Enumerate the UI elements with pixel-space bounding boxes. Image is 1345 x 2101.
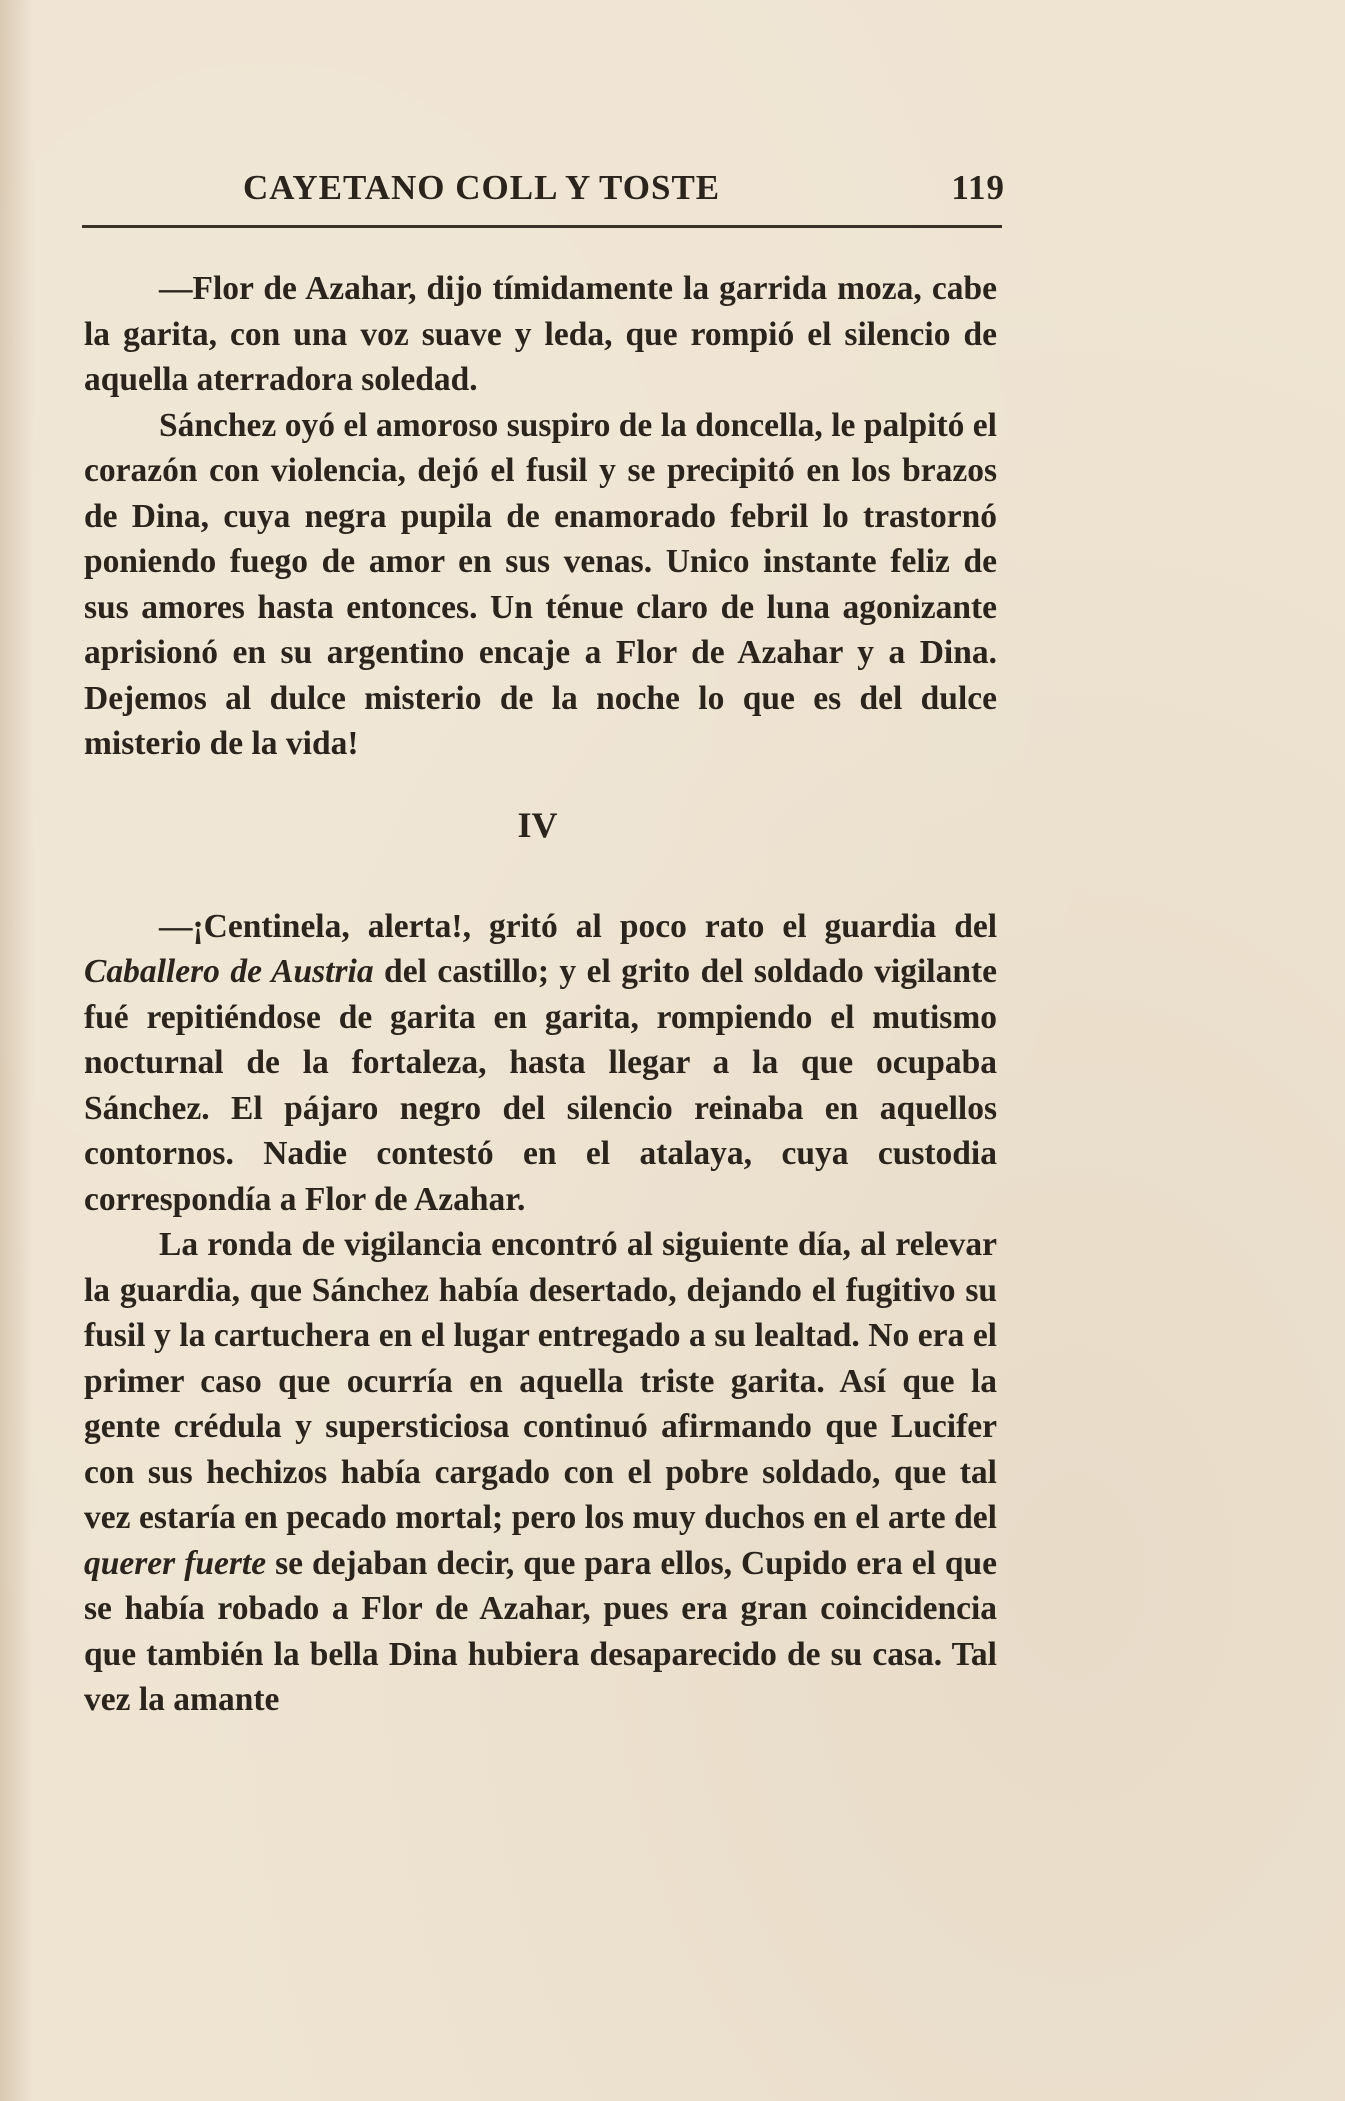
section-break: [84, 767, 997, 904]
paragraph-4: [84, 1222, 997, 1723]
page-number: 119: [951, 168, 1005, 207]
body-text: [84, 266, 997, 1723]
paragraph-3: [84, 904, 997, 1223]
paragraph-4-text-b: se dejaban decir, que para ellos, Cupido era el que se había robado a Flor de Azahar, pues era gran coincidencia que también la bella Dina hubiera desaparecido de su casa. Tal vez la amante: [84, 1544, 998, 1718]
paragraph-3-text-a: —¡Centinela, alerta!, gritó al poco rato el guardia del: [159, 907, 997, 945]
paragraph-3-text-b: del castillo; y el grito del soldado vigilante fué repitiéndose de garita en garita, rompiendo el mutismo nocturnal de la fortaleza, hasta llegar a la que ocupaba Sánchez. El pájaro negro del silencio reinaba en aquellos contornos. Nadie contestó en el atalaya, cuya custodia correspondía a Flor de Azahar.: [84, 953, 998, 1218]
page-binding-shadow: [0, 0, 34, 2101]
header-rule: [82, 225, 1002, 228]
paragraph-1: —Flor de Azahar, dijo tímidamente la garrida moza, cabe la garita, con una voz suave y leda, que rompió el silencio de aquella aterradora soledad.: [84, 270, 997, 398]
paragraph-3-italic: Caballero de Austria: [84, 953, 374, 990]
paragraph-2: Sánchez oyó el amoroso suspiro de la doncella, le palpitó el corazón con violencia, dejó el fusil y se precipitó en los brazos de Dina, cuya negra pupila de enamorado febril lo trastornó poniendo fuego de amor en sus venas. Unico instante feliz de sus amores hasta entonces. Un ténue claro de luna agonizante aprisionó en su argentino encaje a Flor de Azahar y a Dina. Dejemos al dulce misterio de la noche lo que es del dulce misterio de la vida!: [84, 406, 997, 762]
section-numeral: IV: [517, 804, 558, 845]
page-header: [243, 168, 1005, 216]
running-title: CAYETANO COLL Y TOSTE: [243, 168, 721, 207]
paragraph-4-italic: querer fuerte: [84, 1544, 267, 1582]
paragraph-4-text-a: La ronda de vigilancia encontró al siguiente día, al relevar la guardia, que Sánchez había desertado, dejando el fugitivo su fusil y la cartuchera en el lugar entregado a su lealtad. No era el primer caso que ocurría en aquella triste garita. Así que la gente crédula y supersticiosa continuó afirmando que Lucifer con sus hechizos había cargado con el pobre soldado, que tal vez estaría en pecado mortal; pero los muy duchos en el arte del: [84, 1226, 997, 1536]
